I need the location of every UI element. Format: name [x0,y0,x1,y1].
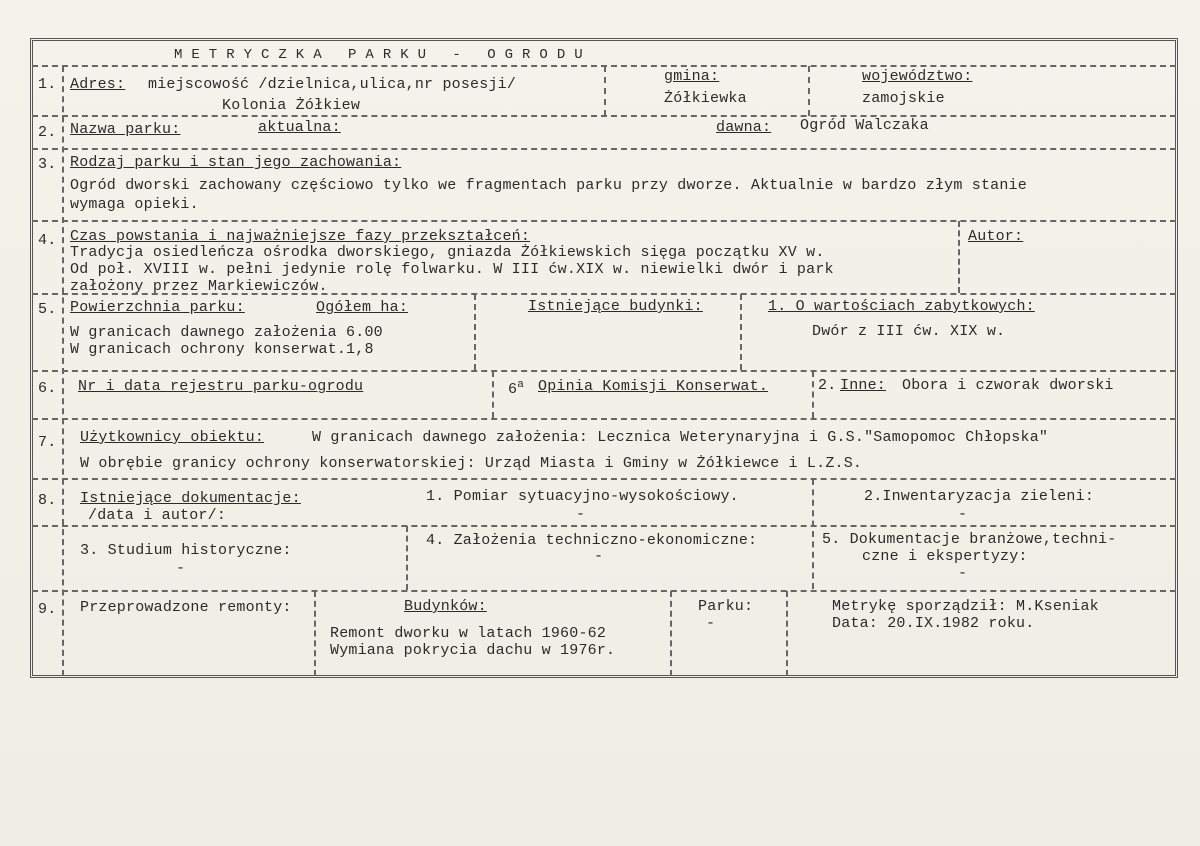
section-8-number: 8. [38,492,57,509]
section-7-number: 7. [38,434,57,451]
budynkow-line-1: Remont dworku w latach 1960-62 [330,625,607,642]
div-8a [812,479,814,589]
div-6a [492,371,494,418]
section-5-number: 5. [38,301,57,318]
inwentaryzacja-label: 2.Inwentaryzacja zieleni: [864,488,1095,505]
parku-label: Parku: [698,598,754,615]
dokumentacje-branzowe-line-1: 5. Dokumentacje branżowe,techni- [822,531,1117,548]
adres-description: miejscowość /dzielnica,ulica,nr posesji/ [148,76,517,93]
section-3-number: 3. [38,156,57,173]
rodzaj-line-1: Ogród dworski zachowany częściowo tylko we fragmentach parku przy dworze. Aktualnie w bardzo złym stanie [70,177,1027,194]
uzytkownicy-line-2: W obrębie granicy ochrony konserwatorskiej: Urząd Miasta i Gminy w Żółkiewce i L.Z.S. [80,455,863,472]
section-6-number: 6. [38,380,57,397]
metryke-sporzadzil: Metrykę sporządził: M.Kseniak [832,598,1099,615]
adres-label: Adres: [70,76,126,93]
uzytkownicy-label: Użytkownicy obiektu: [80,429,265,446]
ogolem-label: Ogółem ha: [316,299,409,316]
rule-8b [32,590,1176,592]
div-8b [406,526,408,590]
uzytkownicy-line-1: W granicach dawnego założenia: Lecznica Weterynaryjna i G.S."Samopomoc Chłopska" [312,429,1049,446]
rule-5 [32,370,1176,372]
num-column-line [62,66,64,676]
section-1-number: 1. [38,76,57,93]
wojewodztwo-value: zamojskie [862,90,945,107]
studium-label: 3. Studium historyczne: [80,542,292,559]
aktualna-label: aktualna: [258,119,341,136]
inne-number: 2. [818,377,837,394]
remonty-label: Przeprowadzone remonty: [80,599,292,616]
budynkow-label: Budynków: [404,598,487,615]
powierzchnia-line-1: W granicach dawnego założenia 6.00 [70,324,383,341]
autor-label: Autor: [968,228,1024,245]
div-5a [474,294,476,370]
gmina-label: gmina: [664,68,720,85]
pomiar-label: 1. Pomiar sytuacyjno-wysokościowy. [426,488,739,505]
czas-powstania-label: Czas powstania i najważniejsze fazy przekształceń: [70,228,531,245]
powierzchnia-label: Powierzchnia parku: [70,299,245,316]
rule-8a [32,525,1176,527]
wartosci-label: 1. O wartościach zabytkowych: [768,298,1035,315]
outer-frame [30,38,1178,678]
div-5b [740,294,742,370]
rule-7 [32,478,1176,480]
rule-2 [32,148,1176,150]
inne-value: Obora i czworak dworski [902,377,1114,394]
nazwa-parku-label: Nazwa parku: [70,121,181,138]
page-title: METRYCZKA PARKU - OGRODU [174,47,592,63]
div-6b [812,371,814,418]
rodzaj-line-2: wymaga opieki. [70,196,199,213]
div-1a [604,66,606,116]
czas-line-3: założony przez Markiewiczów. [70,278,328,295]
dawna-label: dawna: [716,119,772,136]
section-2-number: 2. [38,124,57,141]
czas-line-1: Tradycja osiedleńcza ośrodka dworskiego, gniazda Żółkiewskich sięga początku XV w. [70,244,825,261]
dokumentacje-branzowe-value: - [958,565,968,582]
inwentaryzacja-value: - [958,506,968,523]
rule-6 [32,418,1176,420]
div-9b [670,591,672,676]
rule-3 [32,220,1176,222]
wartosci-value: Dwór z III ćw. XIX w. [812,323,1006,340]
section-9-number: 9. [38,601,57,618]
dokumentacje-label: Istniejące dokumentacje: [80,490,301,507]
gmina-value: Żółkiewka [664,90,747,107]
inne-label: Inne: [840,377,887,394]
data-sporzadzenia: Data: 20.IX.1982 roku. [832,615,1035,632]
dokumentacje-sub: /data i autor/: [88,507,227,524]
rejestr-label: Nr i data rejestru parku-ogrodu [78,378,364,395]
div-4 [958,221,960,293]
div-9a [314,591,316,676]
dawna-value: Ogród Walczaka [800,117,929,134]
zalozenia-value: - [594,548,604,565]
pomiar-value: - [576,506,586,523]
section-6a-number: 6$^a$ [508,379,525,398]
section-4-number: 4. [38,232,57,249]
powierzchnia-line-2: W granicach ochrony konserwat.1,8 [70,341,374,358]
budynki-label: Istniejące budynki: [528,298,703,315]
div-1b [808,66,810,116]
dokumentacje-branzowe-line-2: czne i ekspertyzy: [862,548,1028,565]
rodzaj-parku-label: Rodzaj parku i stan jego zachowania: [70,154,402,171]
budynkow-line-2: Wymiana pokrycia dachu w 1976r. [330,642,616,659]
studium-value: - [176,560,186,577]
czas-line-2: Od poł. XVIII w. pełni jedynie rolę folwarku. W III ćw.XIX w. niewielki dwór i park [70,261,834,278]
div-9c [786,591,788,676]
wojewodztwo-label: województwo: [862,68,973,85]
zalozenia-label: 4. Założenia techniczno-ekonomiczne: [426,532,758,549]
adres-value: Kolonia Żółkiew [222,97,361,114]
parku-value: - [706,615,716,632]
opinia-komisji-label: Opinia Komisji Konserwat. [538,378,769,395]
